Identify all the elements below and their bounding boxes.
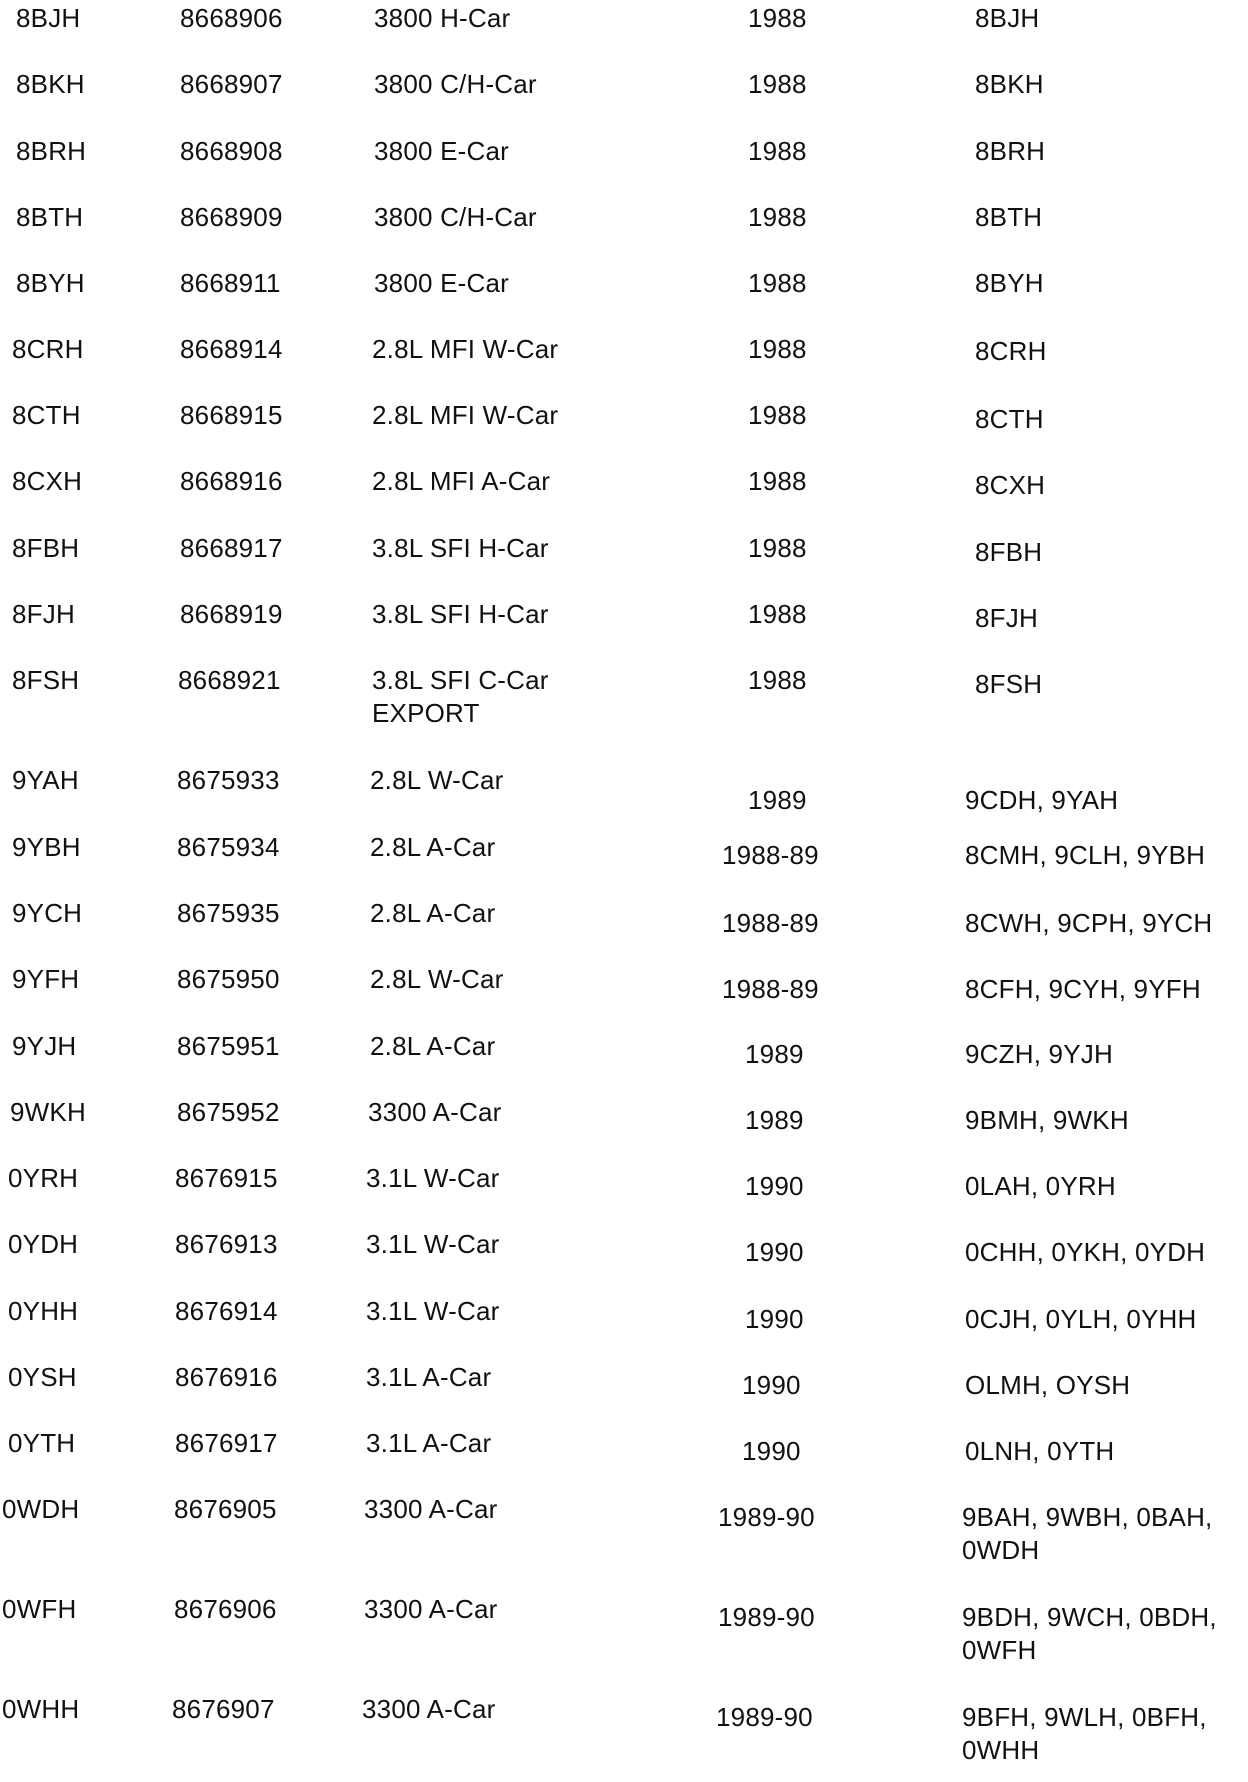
application-cell: 3300 A-Car [364,1594,498,1624]
part-number-cell: 8668907 [180,69,283,99]
application-cell: 2.8L MFI A-Car [372,466,551,496]
code-cell: 8BRH [16,136,87,166]
model-year-cell: 1989 [745,1105,804,1135]
table-row [0,333,1248,393]
application-cell: 3.8L SFI C-Car EXPORT [372,665,549,728]
table-row [0,1593,1248,1665]
table-row [0,897,1248,957]
application-cell: 3.1L A-Car [366,1362,492,1392]
table-row [0,135,1248,195]
replaces-codes-cell: 9BDH, 9WCH, 0BDH, 0WFH [962,1602,1217,1665]
application-cell: 3800 C/H-Car [374,69,537,99]
code-cell: 8FSH [12,665,80,695]
replaces-codes-cell: 0LAH, 0YRH [965,1171,1116,1201]
table-row [0,1228,1248,1288]
table-row [0,963,1248,1023]
model-year-cell: 1989-90 [718,1602,815,1632]
code-cell: 8BYH [16,268,85,298]
code-cell: 8BJH [16,3,81,33]
table-row [0,532,1248,592]
application-cell: 3.1L W-Car [366,1229,500,1259]
application-cell: 2.8L W-Car [370,964,504,994]
code-cell: 0WFH [2,1594,77,1624]
table-row [0,201,1248,261]
model-year-cell: 1988 [748,466,807,496]
code-cell: 9YFH [12,964,80,994]
part-number-cell: 8668914 [180,334,283,364]
part-number-cell: 8676914 [175,1296,278,1326]
replaces-codes-cell: 8FSH [975,669,1043,699]
model-year-cell: 1990 [745,1304,804,1334]
replaces-codes-cell: 9BFH, 9WLH, 0BFH, 0WHH [962,1702,1207,1765]
code-cell: 9YBH [12,832,81,862]
application-cell: 3300 A-Car [368,1097,502,1127]
code-cell: 0YRH [8,1163,79,1193]
code-cell: 9YJH [12,1031,77,1061]
model-year-cell: 1988 [748,268,807,298]
replaces-codes-cell: OLMH, OYSH [965,1370,1131,1400]
table-row [0,399,1248,459]
model-year-cell: 1988-89 [722,840,819,870]
part-number-cell: 8676916 [175,1362,278,1392]
application-cell: 3.8L SFI H-Car [372,533,549,563]
replaces-codes-cell: 8CXH [975,470,1046,500]
code-cell: 8FBH [12,533,80,563]
part-number-cell: 8675933 [177,765,280,795]
code-cell: 0YDH [8,1229,79,1259]
model-year-cell: 1988 [748,69,807,99]
part-number-cell: 8675934 [177,832,280,862]
table-row [0,1361,1248,1421]
table-row [0,1096,1248,1156]
table-row [0,465,1248,525]
model-year-cell: 1989 [748,785,807,815]
application-cell: 3300 A-Car [362,1694,496,1724]
application-cell: 2.8L MFI W-Car [372,334,559,364]
part-number-cell: 8668908 [180,136,283,166]
code-cell: 8CRH [12,334,84,364]
replaces-codes-cell: 8FBH [975,537,1043,567]
model-year-cell: 1988 [748,599,807,629]
code-cell: 0WDH [2,1494,80,1524]
code-cell: 9WKH [10,1097,86,1127]
replaces-codes-cell: 8BJH [975,3,1040,33]
table-row [0,1493,1248,1565]
code-cell: 8BKH [16,69,85,99]
code-cell: 0YTH [8,1428,76,1458]
application-cell: 3800 E-Car [374,268,509,298]
model-year-cell: 1990 [745,1171,804,1201]
code-cell: 8BTH [16,202,84,232]
replaces-codes-cell: 8FJH [975,603,1038,633]
table-row [0,1030,1248,1090]
part-number-cell: 8676913 [175,1229,278,1259]
application-cell: 2.8L A-Car [370,832,496,862]
part-number-cell: 8668916 [180,466,283,496]
replaces-codes-cell: 8BTH [975,202,1043,232]
application-cell: 3.1L W-Car [366,1296,500,1326]
part-number-cell: 8668911 [180,268,281,298]
table-row [0,598,1248,658]
model-year-cell: 1988 [748,334,807,364]
part-number-cell: 8676907 [172,1694,275,1724]
part-number-cell: 8675950 [177,964,280,994]
part-number-cell: 8675935 [177,898,280,928]
application-cell: 3300 A-Car [364,1494,498,1524]
application-cell: 3.8L SFI H-Car [372,599,549,629]
code-cell: 0WHH [2,1694,80,1724]
model-year-cell: 1988 [748,202,807,232]
application-cell: 2.8L W-Car [370,765,504,795]
part-number-cell: 8675951 [177,1031,280,1061]
replaces-codes-cell: 0LNH, 0YTH [965,1436,1115,1466]
model-year-cell: 1988-89 [722,908,819,938]
part-number-cell: 8676915 [175,1163,278,1193]
replaces-codes-cell: 8BKH [975,69,1044,99]
application-cell: 3800 E-Car [374,136,509,166]
code-cell: 8FJH [12,599,75,629]
part-number-cell: 8668917 [180,533,283,563]
table-row [0,68,1248,128]
code-cell: 9YAH [12,765,79,795]
replaces-codes-cell: 8CRH [975,336,1047,366]
table-row [0,1162,1248,1222]
part-number-cell: 8668909 [180,202,283,232]
table-row [0,1295,1248,1355]
table-row [0,1427,1248,1487]
replaces-codes-cell: 0CJH, 0YLH, 0YHH [965,1304,1197,1334]
model-year-cell: 1988 [748,3,807,33]
replaces-codes-cell: 0CHH, 0YKH, 0YDH [965,1237,1206,1267]
part-number-cell: 8668919 [180,599,283,629]
replaces-codes-cell: 9CDH, 9YAH [965,785,1119,815]
model-year-cell: 1989-90 [718,1502,815,1532]
replaces-codes-cell: 8CMH, 9CLH, 9YBH [965,840,1206,870]
application-cell: 2.8L MFI W-Car [372,400,559,430]
code-cell: 0YHH [8,1296,79,1326]
application-cell: 3800 C/H-Car [374,202,537,232]
part-number-cell: 8676905 [174,1494,277,1524]
table-row [0,831,1248,891]
replaces-codes-cell: 9BMH, 9WKH [965,1105,1129,1135]
part-number-cell: 8675952 [177,1097,280,1127]
application-cell: 2.8L A-Car [370,898,496,928]
code-cell: 9YCH [12,898,83,928]
model-year-cell: 1988-89 [722,974,819,1004]
model-year-cell: 1990 [742,1436,801,1466]
part-number-cell: 8676917 [175,1428,278,1458]
model-year-cell: 1989-90 [716,1702,813,1732]
code-cell: 8CTH [12,400,81,430]
part-number-cell: 8676906 [174,1594,277,1624]
application-cell: 3800 H-Car [374,3,511,33]
model-year-cell: 1989 [745,1039,804,1069]
code-cell: 0YSH [8,1362,77,1392]
model-year-cell: 1990 [742,1370,801,1400]
code-cell: 8CXH [12,466,83,496]
application-cell: 3.1L A-Car [366,1428,492,1458]
part-number-cell: 8668915 [180,400,283,430]
model-year-cell: 1988 [748,136,807,166]
replaces-codes-cell: 8CFH, 9CYH, 9YFH [965,974,1201,1004]
table-row [0,267,1248,327]
table-row [0,1693,1248,1765]
model-year-cell: 1990 [745,1237,804,1267]
replaces-codes-cell: 8CTH [975,404,1044,434]
replaces-codes-cell: 9BAH, 9WBH, 0BAH, 0WDH [962,1502,1213,1565]
table-row [0,764,1248,824]
table-row [0,2,1248,62]
model-year-cell: 1988 [748,400,807,430]
table-row [0,664,1248,728]
model-year-cell: 1988 [748,533,807,563]
replaces-codes-cell: 9CZH, 9YJH [965,1039,1113,1069]
model-year-cell: 1988 [748,665,807,695]
part-number-cell: 8668921 [178,665,281,695]
application-cell: 2.8L A-Car [370,1031,496,1061]
part-number-cell: 8668906 [180,3,283,33]
replaces-codes-cell: 8BRH [975,136,1046,166]
replaces-codes-cell: 8BYH [975,268,1044,298]
replaces-codes-cell: 8CWH, 9CPH, 9YCH [965,908,1213,938]
application-cell: 3.1L W-Car [366,1163,500,1193]
